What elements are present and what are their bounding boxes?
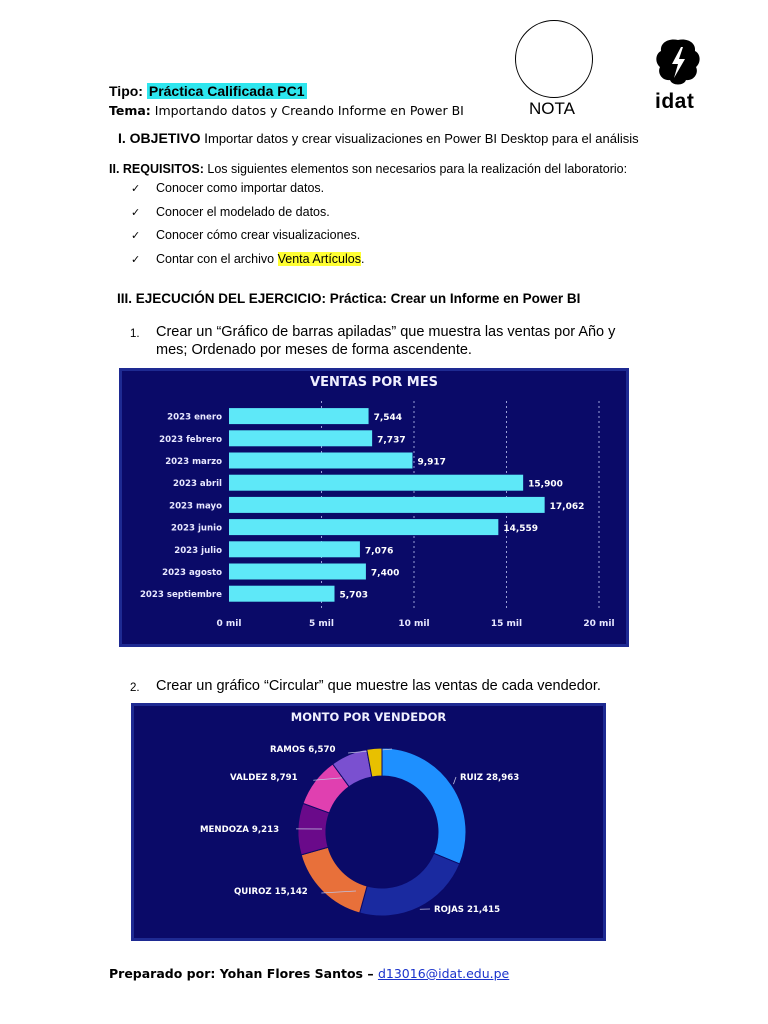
donut-chart-svg <box>134 706 603 938</box>
slice-label: RAMOS 6,570 <box>270 745 336 755</box>
step-1 <box>130 323 636 359</box>
step-number: 1. <box>130 328 140 340</box>
idat-logo-text: idat <box>655 90 695 113</box>
x-tick-label: 20 mil <box>583 619 615 629</box>
list-item <box>131 181 364 205</box>
objetivo-first-letter: I <box>204 130 208 146</box>
slice-label: VALDEZ 8,791 <box>230 773 298 783</box>
slice-label: ROJAS 21,415 <box>434 905 501 915</box>
chart-title: MONTO POR VENDEDOR <box>290 710 447 724</box>
list-item-suffix: . <box>360 251 365 266</box>
ejecucion-heading: III. EJECUCIÓN DEL EJERCICIO: Práctica: Crear un Informe en Power BI <box>117 291 581 306</box>
data-label: 7,737 <box>377 435 406 446</box>
footer <box>109 966 509 981</box>
nota-circle <box>515 20 593 98</box>
monto-por-vendedor-chart <box>131 703 606 941</box>
bar <box>229 475 523 491</box>
bar <box>229 430 372 446</box>
objetivo-text: mportar datos y crear visualizaciones en Power BI Desktop para el análisis <box>207 131 639 146</box>
check-icon: ✓ <box>131 230 141 242</box>
leader-line <box>453 777 456 784</box>
x-tick-label: 5 mil <box>309 619 334 629</box>
list-item-text: Conocer el modelado de datos. <box>156 204 330 219</box>
category-label: 2023 enero <box>167 412 222 423</box>
bar <box>229 541 360 557</box>
objetivo-line <box>118 130 639 146</box>
donut-slice <box>301 847 367 913</box>
tema-label: Tema: <box>109 103 151 118</box>
bar <box>229 519 498 535</box>
data-label: 7,400 <box>370 568 400 579</box>
data-label: 5,703 <box>339 590 368 601</box>
author-email-link[interactable]: d13016@idat.edu.pe <box>377 966 510 981</box>
data-label: 7,076 <box>364 546 394 557</box>
nota-label: NOTA <box>529 99 575 118</box>
ventas-por-mes-chart <box>119 368 629 647</box>
bar-chart-svg <box>122 371 626 644</box>
data-label: 7,544 <box>373 413 403 424</box>
list-item-text: Conocer cómo crear visualizaciones. <box>156 228 361 242</box>
x-tick-label: 10 mil <box>398 619 430 629</box>
tipo-line <box>109 83 307 99</box>
tipo-value: Práctica Calificada PC1 <box>148 83 305 99</box>
donut-slice <box>382 748 466 864</box>
data-label: 15,900 <box>528 479 563 490</box>
category-label: 2023 junio <box>171 523 222 534</box>
list-item-text: Conocer como importar datos. <box>156 181 325 195</box>
objetivo-label: I. OBJETIVO <box>118 130 201 146</box>
x-tick-label: 0 mil <box>216 619 242 629</box>
requisitos-line <box>109 162 627 176</box>
category-label: 2023 septiembre <box>139 590 222 601</box>
data-label: 9,917 <box>417 457 446 468</box>
tema-line <box>109 103 464 118</box>
bar <box>229 453 412 469</box>
requisitos-label: II. REQUISITOS: <box>109 162 204 176</box>
requisitos-text: Los siguientes elementos son necesarios para la realización del laboratorio: <box>203 162 628 176</box>
requisitos-list <box>131 181 364 275</box>
bar <box>229 408 369 424</box>
category-label: 2023 agosto <box>162 568 222 578</box>
slice-label: MENDOZA 9,213 <box>200 825 280 835</box>
step-number: 2. <box>130 682 140 694</box>
bar <box>229 586 335 602</box>
list-item <box>131 252 364 276</box>
category-label: 2023 mayo <box>169 501 222 512</box>
footer-author: Preparado por: Yohan Flores Santos – <box>109 966 378 981</box>
brain-lightning-icon <box>654 37 702 87</box>
slice-label: RUIZ 28,963 <box>460 773 520 783</box>
bar <box>229 564 366 580</box>
tema-value: Importando datos y Creando Informe en Power BI <box>154 103 464 118</box>
category-label: 2023 abril <box>173 479 222 490</box>
step-text: Crear un “Gráfico de barras apiladas” que muestra las ventas por Año y mes; Ordenado por meses de forma ascendente. <box>156 324 616 358</box>
step-text: Crear un gráfico “Circular” que muestre las ventas de cada vendedor. <box>156 678 601 694</box>
chart-title: VENTAS POR MES <box>310 375 438 390</box>
data-label: 17,062 <box>549 501 585 512</box>
list-item-text: Contar con el archivo <box>156 251 278 266</box>
step-2 <box>130 677 636 697</box>
tipo-label: Tipo: <box>109 83 143 99</box>
data-label: 14,559 <box>503 524 539 535</box>
check-icon: ✓ <box>131 253 141 266</box>
highlighted-filename: Venta Artículos <box>277 251 361 266</box>
x-tick-label: 15 mil <box>490 619 523 629</box>
category-label: 2023 febrero <box>159 434 222 445</box>
check-icon: ✓ <box>131 206 141 219</box>
list-item <box>131 205 364 229</box>
list-item <box>131 228 364 252</box>
slice-label: QUIROZ 15,142 <box>234 887 308 897</box>
category-label: 2023 julio <box>174 545 222 556</box>
category-label: 2023 marzo <box>165 457 222 467</box>
bar <box>229 497 545 513</box>
check-icon: ✓ <box>131 183 141 195</box>
